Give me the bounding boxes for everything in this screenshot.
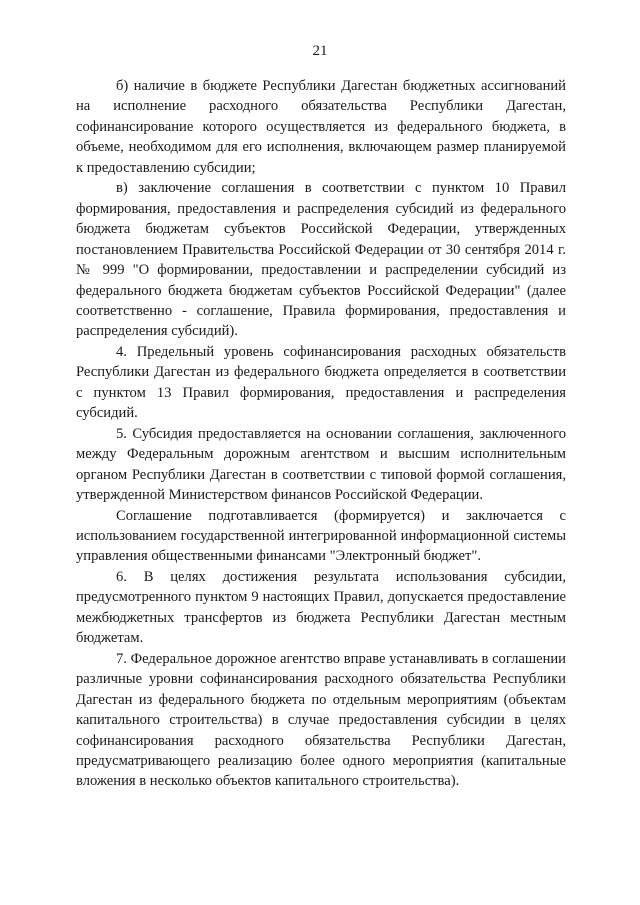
document-body [76,76,566,792]
paragraph-b: б) наличие в бюджете Республики Дагестан бюджетных ассигнований на исполнение расходного обязательства Республики Дагестан, софинансирование которого осуществляется из федерального бюджета, в объеме, необходимом для его исполнения, включающем размер планируемой к предоставлению субсидии; [76,78,566,176]
paragraph-6: 6. В целях достижения результата использования субсидии, предусмотренного пунктом 9 настоящих Правил, допускается предоставление межбюджетных трансфертов из бюджета Республики Дагестан местным бюджетам. [76,568,566,647]
paragraph-5: 5. Субсидия предоставляется на основании соглашения, заключенного между Федеральным дорожным агентством и высшим исполнительным органом Республики Дагестан в соответствии с типовой формой соглашения, утвержденной Министерством финансов Российской Федерации. [76,425,566,504]
page-number: 21 [312,43,328,59]
paragraph-4: 4. Предельный уровень софинансирования расходных обязательств Республики Дагестан из федерального бюджета определяется в соответствии с пунктом 13 Правил формирования, предоставления и распределения субсидий. [76,343,566,422]
paragraph-v: в) заключение соглашения в соответствии с пунктом 10 Правил формирования, предоставления и распределения субсидий из федерального бюджета бюджетам субъектов Российской Федерации, утвержденных постановлением Правительства Российской Федерации от 30 сентября 2014 г. № 999 "О формировании, предоставлении и распределении субсидий из федерального бюджета бюджетам субъектов Российской Федерации" (далее соответственно - соглашение, Правила формирования, предоставления и распределения субсидий). [76,180,566,340]
paragraph-agreement: Соглашение подготавливается (формируется) и заключается с использованием государственной интегрированной информационной системы управления общественными финансами "Электронный бюджет". [76,507,566,565]
paragraph-7: 7. Федеральное дорожное агентство вправе устанавливать в соглашении различные уровни софинансирования расходного обязательства Республики Дагестан из федерального бюджета по отдельным мероприятиям (объектам капитального строительства) в случае предоставления субсидии в целях софинансирования расходного обязательства Республики Дагестан, предусматривающего реализацию более одного мероприятия (капитальные вложения в несколько объектов капитального строительства). [76,650,566,790]
